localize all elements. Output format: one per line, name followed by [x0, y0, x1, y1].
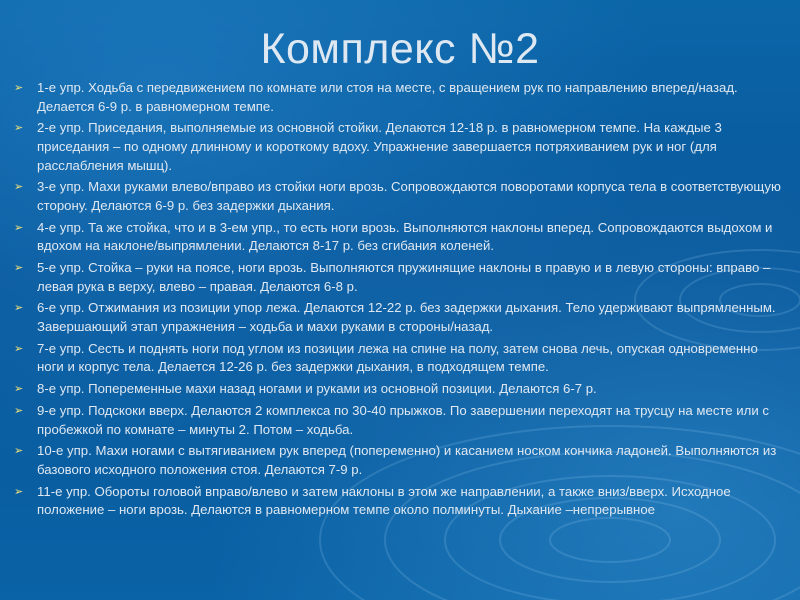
- slide-title: Комплекс №2: [260, 25, 540, 73]
- arrow-bullet-icon: ➢: [14, 181, 24, 194]
- arrow-bullet-icon: ➢: [14, 302, 24, 315]
- arrow-bullet-icon: ➢: [14, 262, 24, 275]
- list-item: [14, 178, 786, 215]
- item-text: 1-е упр. Ходьба с передвижением по комнате или стоя на месте, с вращением рук по направлению вперед/назад. Делается 6-9 р. в равномерном темпе.: [37, 80, 738, 114]
- arrow-bullet-icon: ➢: [14, 221, 24, 234]
- item-text: 2-е упр. Приседания, выполняемые из основной стойки. Делаются 12-18 р. в равномерном темпе. На каждые 3 приседания – по одному длинному и короткому вдоху. Упражнение завершается потряхиванием рук и ног (для расслабления мышц).: [37, 120, 722, 173]
- item-text: 10-е упр. Махи ногами с вытягиванием рук вперед (попеременно) и касанием носком кончика ладоней. Выполняются из базового исходного положения стоя. Делаются 7-9 р.: [37, 443, 777, 477]
- list-item: [14, 259, 786, 296]
- list-item: [14, 219, 786, 256]
- arrow-bullet-icon: ➢: [14, 383, 24, 396]
- list-item: [14, 119, 786, 175]
- list-item: [14, 299, 786, 336]
- arrow-bullet-icon: ➢: [14, 445, 24, 458]
- item-text: 4-е упр. Та же стойка, что и в 3-ем упр., то есть ноги врозь. Выполняются наклоны вперед. Сопровождаются выдохом и вдохом на наклоне/выпрямлении. Делаются 8-17 р. без сгибания коленей.: [37, 219, 773, 254]
- list-item: [14, 340, 786, 377]
- arrow-bullet-icon: ➢: [14, 122, 24, 135]
- item-text: 3-е упр. Махи руками влево/вправо из стойки ноги врозь. Сопровождаются поворотами корпуса тела в соответствующую сторону. Делаются 6-9 р. без задержки дыхания.: [37, 179, 781, 213]
- list-item: [14, 402, 786, 439]
- arrow-bullet-icon: ➢: [14, 485, 24, 498]
- arrow-bullet-icon: ➢: [14, 405, 24, 417]
- list-item: [14, 483, 786, 520]
- item-text: 6-е упр. Отжимания из позиции упор лежа. Делаются 12-22 р. без задержки дыхания. Тело удерживают выпрямленным. Завершающий этап упражнения – ходьба и махи руками в стороны/назад.: [37, 300, 776, 335]
- item-text: 5-е упр. Стойка – руки на поясе, ноги врозь. Выполняются пружинящие наклоны в правую и в левую стороны: вправо – левая рука в верху, влево – правая. Делаются 6-8 р.: [37, 260, 771, 294]
- item-text: 7-е упр. Сесть и поднять ноги под углом из позиции лежа на спине на полу, затем снова лечь, опуская одновременно ноги и корпус тела. Делается 12-26 р. без задержки дыхания, в подходящем темпе.: [37, 340, 758, 375]
- list-item: [14, 442, 786, 479]
- arrow-bullet-icon: ➢: [14, 342, 24, 355]
- ripple-ring: [550, 518, 670, 562]
- item-text: 8-е упр. Попеременные махи назад ногами и руками из основной позиции. Делаются 6-7 р.: [37, 381, 597, 397]
- item-text: 11-е упр. Обороты головой вправо/влево и затем наклоны в этом же направлении, а также вниз/вверх. Исходное положение – ноги врозь. Делаются в равномерном темпе около полминуты. Дыхание –непрерывное: [37, 483, 731, 518]
- exercise-list: [14, 79, 786, 523]
- list-item: [14, 380, 786, 399]
- list-item: [14, 79, 786, 116]
- arrow-bullet-icon: ➢: [14, 82, 24, 94]
- item-text: 9-е упр. Подскоки вверх. Делаются 2 комплекса по 30-40 прыжков. По завершении переходят на трусцу на месте или с пробежкой по комнате – минуты 2. Потом – ходьба.: [37, 403, 769, 437]
